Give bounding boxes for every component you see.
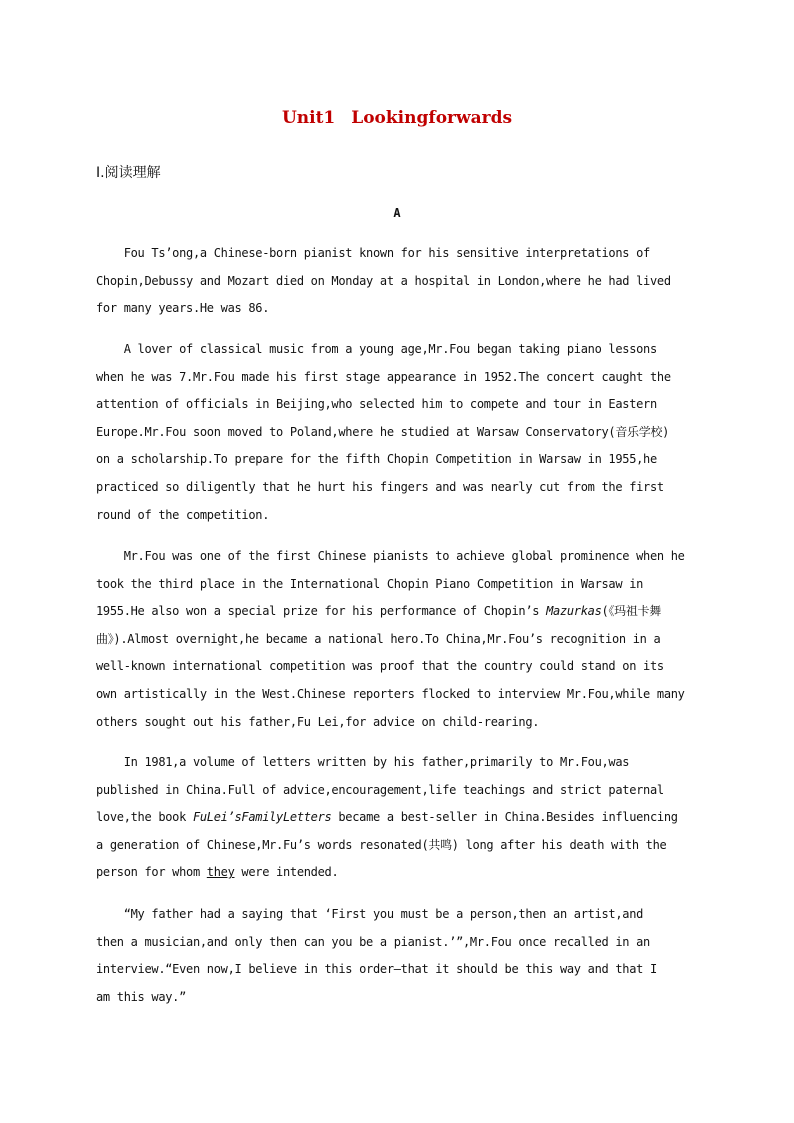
title-topic: Lookingforwards: [351, 108, 513, 128]
italic-title: FuLei’sFamilyLetters: [192, 810, 332, 825]
text-line: Fou Ts’ong,a Chinese-born pianist known for his sensitive interpretations of: [96, 246, 650, 260]
text-line: practiced so diligently that he hurt his fingers and was nearly cut from the first: [96, 479, 664, 494]
paragraph-5: [96, 901, 696, 1011]
text-line: others sought out his father,Fu Lei,for advice on child-rearing.: [96, 714, 540, 729]
text-line: A lover of classical music from a young age,Mr.Fou began taking piano lessons: [96, 342, 657, 356]
text-line: for many years.He was 86.: [96, 301, 270, 316]
text-line: [96, 804, 696, 832]
paragraph-1: [96, 240, 696, 323]
text-line: took the third place in the International Chopin Piano Competition in Warsaw in: [96, 576, 644, 591]
text-line: well-known international competition was proof that the country could stand on its: [96, 659, 664, 674]
title-unit: Unit1: [281, 108, 336, 128]
text-line: “My father had a saying that ‘First you must be a person,then an artist,and: [96, 907, 644, 921]
text-line: own artistically in the West.Chinese reporters flocked to interview Mr.Fou,while many: [96, 686, 685, 701]
page-title: [0, 108, 794, 128]
passage-label: A: [393, 206, 401, 220]
text-line: [96, 598, 696, 626]
text-segment: person for whom: [96, 865, 207, 880]
text-line: [96, 859, 696, 887]
text-line: a generation of Chinese,Mr.Fu’s words resonated(共鸣) long after his death with the: [96, 837, 667, 852]
text-segment: love,the book: [96, 810, 193, 825]
underlined-word: they: [206, 865, 235, 880]
text-segment: were intended.: [234, 865, 339, 880]
text-line: Mr.Fou was one of the first Chinese pianists to achieve global prominence when he: [96, 549, 685, 563]
paragraph-3: [96, 543, 696, 736]
paragraph-2: [96, 336, 696, 529]
text-segment: (《玛祖卡舞: [601, 604, 661, 619]
text-line: attention of officials in Beijing,who selected him to compete and tour in Eastern: [96, 397, 657, 412]
text-line: round of the competition.: [96, 507, 270, 522]
text-segment: became a best-seller in China.Besides influencing: [331, 810, 678, 825]
italic-title: Mazurkas: [546, 604, 602, 619]
text-line: 曲》).Almost overnight,he became a national hero.To China,Mr.Fou’s recognition in a: [96, 631, 661, 646]
text-line: when he was 7.Mr.Fou made his first stage appearance in 1952.The concert caught the: [96, 369, 671, 384]
paragraph-4: [96, 749, 696, 887]
text-line: interview.“Even now,I believe in this order—that it should be this way and that I: [96, 962, 657, 977]
section-heading: Ⅰ.阅读理解: [96, 165, 161, 181]
text-line: Chopin,Debussy and Mozart died on Monday at a hospital in London,where he had lived: [96, 273, 671, 288]
text-line: In 1981,a volume of letters written by his father,primarily to Mr.Fou,was: [96, 755, 630, 769]
text-line: on a scholarship.To prepare for the fifth Chopin Competition in Warsaw in 1955,he: [96, 452, 657, 467]
text-line: published in China.Full of advice,encouragement,life teachings and strict paternal: [96, 782, 664, 797]
text-line: am this way.”: [96, 989, 187, 1004]
text-line: Europe.Mr.Fou soon moved to Poland,where he studied at Warsaw Conservatory(音乐学校): [96, 424, 670, 439]
text-segment: 1955.He also won a special prize for his performance of Chopin’s: [96, 604, 547, 619]
text-line: then a musician,and only then can you be a pianist.’”,Mr.Fou once recalled in an: [96, 934, 650, 949]
